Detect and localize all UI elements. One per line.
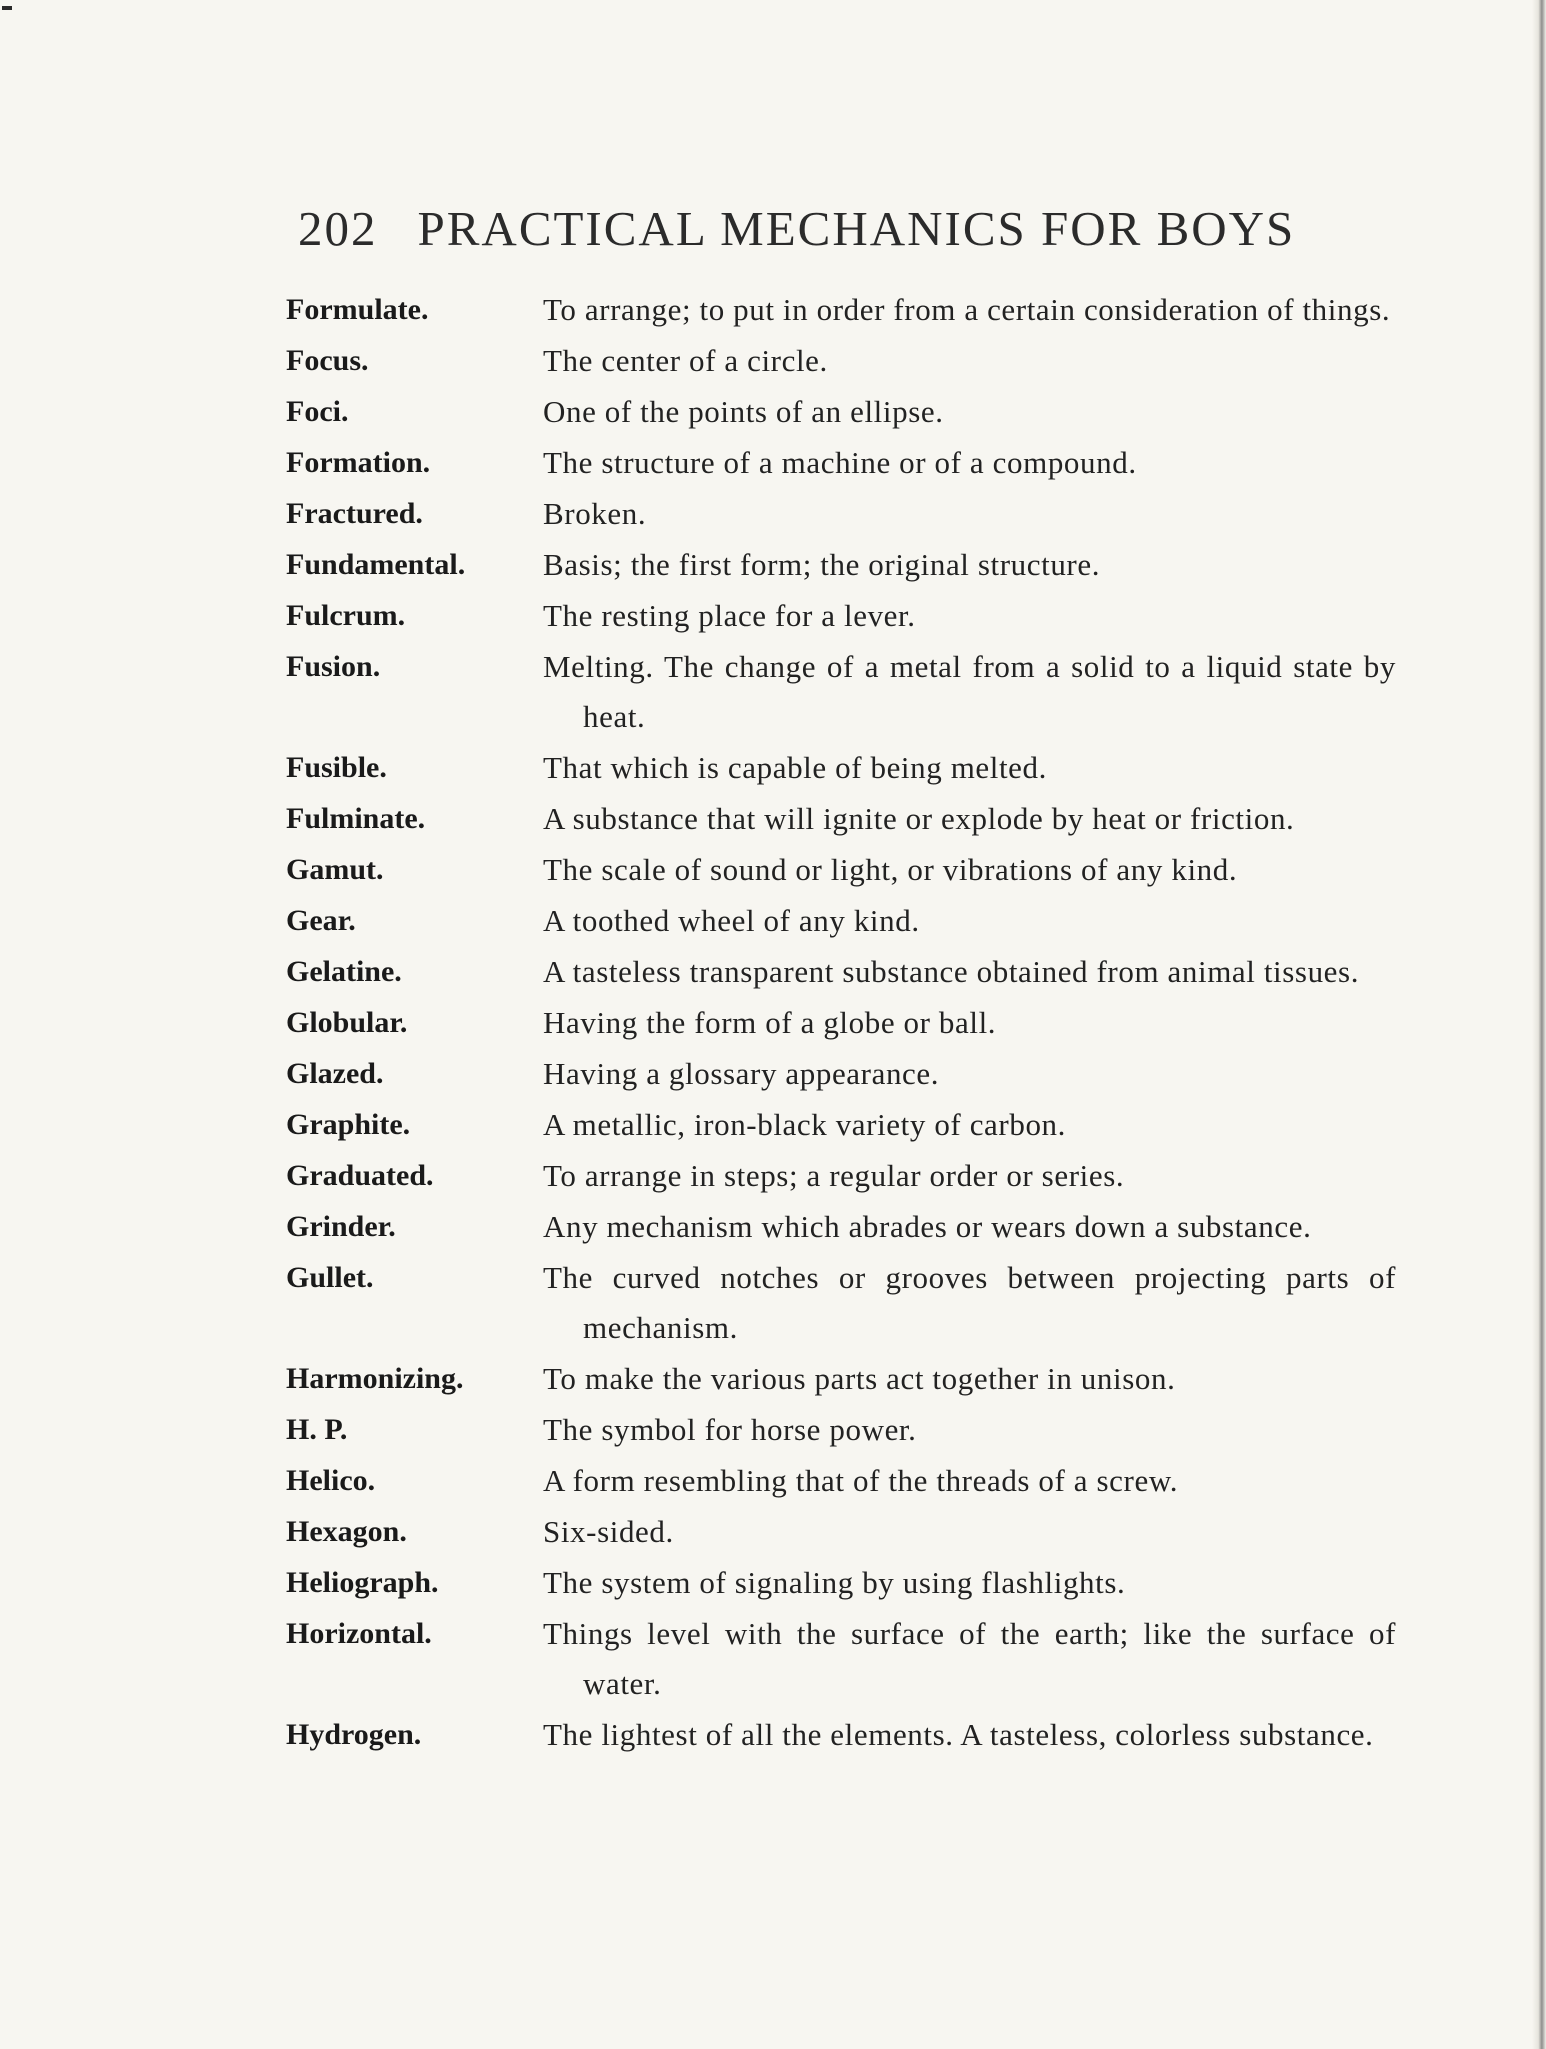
page-edge-shadow [1532,0,1546,2049]
glossary-entry [286,591,1396,641]
glossary-definition: A substance that will ignite or explode by heat or friction. [543,801,1295,836]
glossary-definition: Having a glossary appearance. [543,1056,940,1091]
glossary-term: Hydrogen. [286,1718,422,1751]
glossary-term: Fundamental. [286,548,466,581]
glossary-term: Focus. [286,344,369,377]
glossary-term: Gamut. [286,853,384,886]
glossary-term: Formation. [286,446,431,479]
glossary-definition: To arrange; to put in order from a certain consideration of things. [543,292,1391,327]
glossary-definition: The structure of a machine or of a compound. [543,445,1137,480]
glossary-definition: To arrange in steps; a regular order or series. [543,1158,1125,1193]
glossary-term: H. P. [286,1413,348,1446]
glossary-definition: Having the form of a globe or ball. [543,1005,997,1040]
glossary-term: Horizontal. [286,1617,432,1650]
glossary-entry [286,642,1396,742]
glossary-definition: A tasteless transparent substance obtained from animal tissues. [543,954,1360,989]
glossary-term: Hexagon. [286,1515,407,1548]
glossary-definition: Basis; the first form; the original structure. [543,547,1101,582]
glossary-entry [286,845,1396,895]
glossary-entry [286,1049,1396,1099]
glossary-definition: Melting. The change of a metal from a solid to a liquid state by heat. [543,649,1396,734]
glossary-term: Fulcrum. [286,599,406,632]
glossary-term: Formulate. [286,293,429,326]
glossary-definition: That which is capable of being melted. [543,750,1047,785]
glossary-entry [286,1558,1396,1608]
glossary-entry [286,947,1396,997]
glossary-entry [286,1507,1396,1557]
glossary-entry [286,1100,1396,1150]
glossary-entry [286,1405,1396,1455]
glossary-entry [286,387,1396,437]
glossary-entry [286,1202,1396,1252]
glossary-entry [286,438,1396,488]
glossary-definition: The resting place for a lever. [543,598,916,633]
glossary-entry [286,540,1396,590]
glossary-term: Graphite. [286,1108,411,1141]
glossary-definition: To make the various parts act together in unison. [543,1361,1176,1396]
scan-mark [2,6,12,10]
glossary-term: Gear. [286,904,356,937]
glossary-definition: Broken. [543,496,647,531]
glossary-definition: The center of a circle. [543,343,828,378]
glossary-entry [286,336,1396,386]
running-header [298,200,1348,262]
glossary-term: Helico. [286,1464,376,1497]
glossary-term: Heliograph. [286,1566,439,1599]
glossary-entry [286,1609,1396,1709]
glossary-entry [286,1151,1396,1201]
glossary-term: Fusible. [286,751,387,784]
glossary-term: Fusion. [286,650,381,683]
glossary-term: Gullet. [286,1261,374,1294]
glossary-definition: One of the points of an ellipse. [543,394,944,429]
glossary-definition: The scale of sound or light, or vibrations of any kind. [543,852,1238,887]
glossary-entry [286,1253,1396,1353]
glossary-definition: Things level with the surface of the earth; like the surface of water. [543,1616,1396,1701]
glossary-definition: A toothed wheel of any kind. [543,903,920,938]
glossary-definition: The system of signaling by using flashlights. [543,1565,1126,1600]
glossary-entry [286,998,1396,1048]
glossary-entry [286,285,1396,335]
glossary-entry [286,794,1396,844]
glossary-definition: The lightest of all the elements. A tasteless, colorless substance. [543,1717,1374,1752]
glossary-term: Fulminate. [286,802,426,835]
glossary-definition: The curved notches or grooves between projecting parts of mechanism. [543,1260,1396,1345]
glossary-definition: Six-sided. [543,1514,674,1549]
glossary-definition: A form resembling that of the threads of a screw. [543,1463,1179,1498]
glossary-entry [286,743,1396,793]
page-number: 202 [298,201,378,256]
glossary-term: Foci. [286,395,349,428]
glossary-entry [286,489,1396,539]
glossary-term: Harmonizing. [286,1362,464,1395]
glossary-term: Graduated. [286,1159,434,1192]
glossary-term: Gelatine. [286,955,402,988]
running-title: PRACTICAL MECHANICS FOR BOYS [417,201,1296,256]
glossary-term: Fractured. [286,497,423,530]
glossary-entry [286,896,1396,946]
glossary-definition: The symbol for horse power. [543,1412,917,1447]
glossary-entry [286,1710,1396,1760]
glossary-definition: Any mechanism which abrades or wears down a substance. [543,1209,1312,1244]
glossary-list [286,285,1396,1761]
glossary-term: Glazed. [286,1057,384,1090]
glossary-entry [286,1354,1396,1404]
glossary-term: Grinder. [286,1210,396,1243]
glossary-entry [286,1456,1396,1506]
glossary-definition: A metallic, iron-black variety of carbon. [543,1107,1066,1142]
glossary-term: Globular. [286,1006,408,1039]
